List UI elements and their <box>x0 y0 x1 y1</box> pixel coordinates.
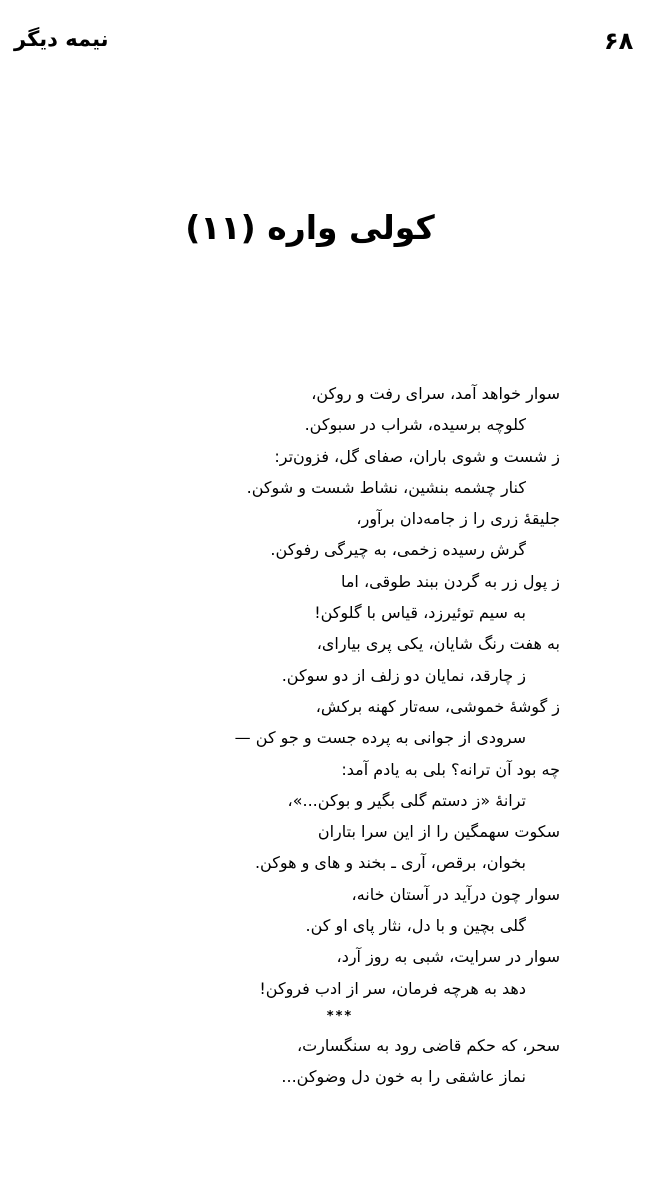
poem-line: سوار چون درآید در آستان خانه، <box>351 884 560 904</box>
poem-line: دهد به هرچه فرمان، سر از ادب فروکن! <box>259 978 526 998</box>
poem-line: ز شست و شوی باران، صفای گل، فزون‌تر: <box>274 446 560 466</box>
poem-line: سوار در سرایت، شبی به روز آرد، <box>336 947 560 967</box>
poem-line: ز چارقد، نمایان دو زلف از دو سوکن. <box>281 665 526 685</box>
poem-line: به سیم توئیرزد، قیاس با گلوکن! <box>314 603 526 623</box>
poem-line: کلوچه برسیده، شراب در سبوکن. <box>304 415 526 435</box>
poem-line: چه بود آن ترانه؟ بلی به یادم آمد: <box>341 759 560 779</box>
poem-line: سحر، که حکم قاضی رود به سنگسارت، <box>296 1035 560 1055</box>
poem-line: ز گوشهٔ خموشی، سه‌تار کهنه برکش، <box>315 696 560 716</box>
poem-line: ترانهٔ «ز دستم گلی بگیر و بوکن...»، <box>287 790 526 810</box>
poem-line: به هفت رنگ شایان، یکی پری بیارای، <box>316 634 560 654</box>
poem-body <box>120 378 560 1093</box>
page-number: ۶۸ <box>604 27 634 55</box>
poem-line: ز پول زر به گردن ببند طوقی، اما <box>340 571 560 591</box>
poem-line: گرش رسیده زخمی، به چیرگی رفوکن. <box>270 540 526 560</box>
poem-line: سکوت سهمگین را از این سرا بتاران <box>317 822 560 842</box>
poem-line: بخوان، برقص، آری ـ بخند و های و هوکن. <box>254 853 526 873</box>
poem-line: گلی بچین و با دل، نثار پای او کن. <box>305 916 526 936</box>
running-head: نیمه دیگر <box>14 27 109 51</box>
poem-line: جلیقهٔ زری را ز جامه‌دان برآور، <box>356 509 560 529</box>
poem-line: نماز عاشقی را به خون دل وضوکن... <box>281 1067 526 1087</box>
poem-line: سوار خواهد آمد، سرای رفت و روکن، <box>311 384 560 403</box>
section-separator: *** <box>326 1008 354 1024</box>
poem-title: کولی واره (۱۱) <box>185 208 435 247</box>
poem-line: کنار چشمه بنشین، نشاط شست و شوکن. <box>246 477 526 497</box>
poem-line: سرودی از جوانی به پرده جست و جو کن — <box>234 728 526 748</box>
